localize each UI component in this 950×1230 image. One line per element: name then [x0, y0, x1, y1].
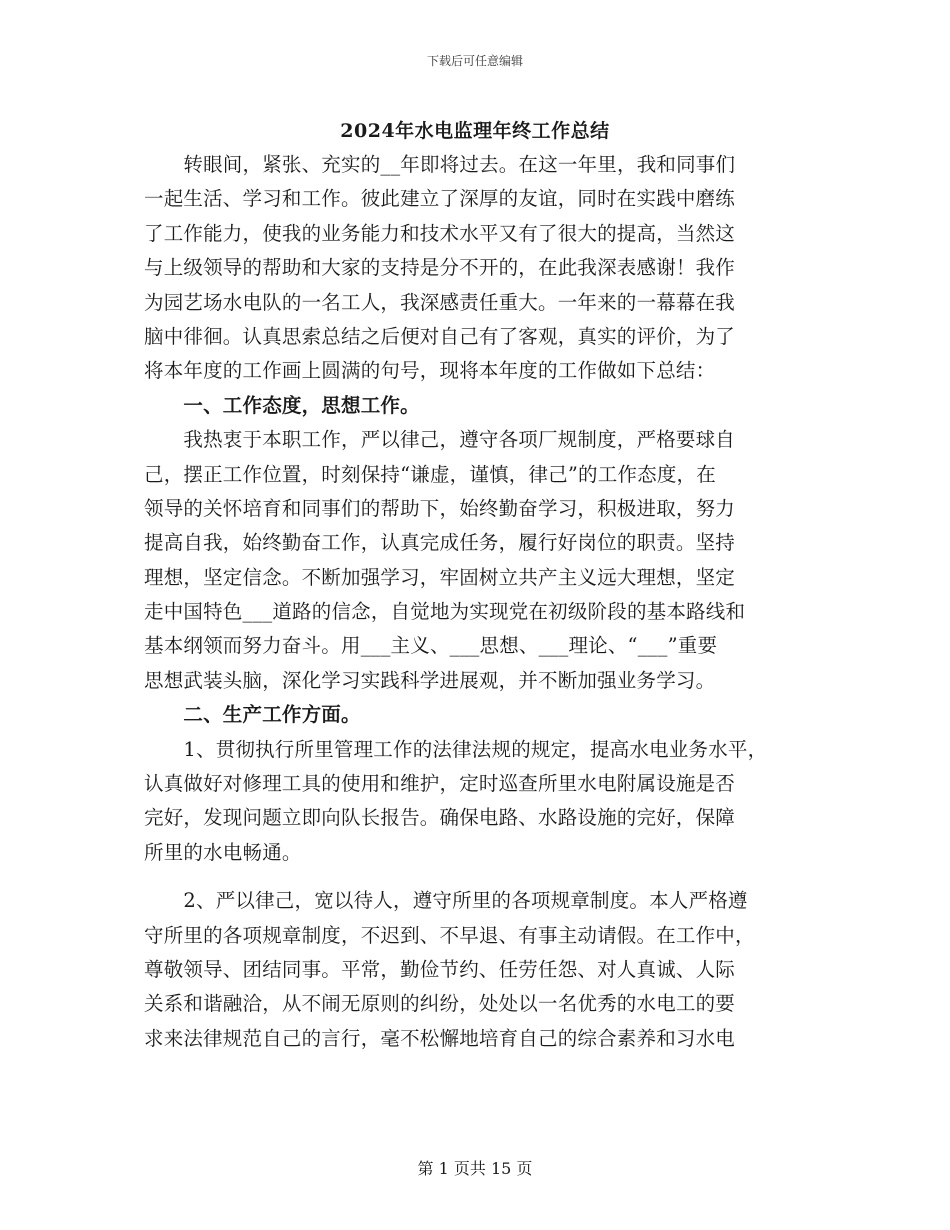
paragraph-line: 了工作能力，使我的业务能力和技术水平又有了很大的提高，当然这 — [144, 221, 736, 245]
paragraph-line: 守所里的各项规章制度，不迟到、不早退、有事主动请假。在工作中， — [144, 923, 755, 947]
paragraph-gap — [144, 870, 816, 884]
paragraph-line: 与上级领导的帮助和大家的支持是分不开的，在此我深表感谢！我作 — [144, 256, 736, 280]
paragraph-line: 关系和谐融洽，从不闹无原则的纠纷，处处以一名优秀的水电工的要 — [144, 992, 736, 1016]
paragraph-line: 思想武装头脑，深化学习实践科学进展观，并不断加强业务学习。 — [144, 668, 716, 692]
paragraph-line: 认真做好对修理工具的使用和维护，定时巡查所里水电附属设施是否 — [144, 772, 736, 796]
paragraph-line: 完好，发现问题立即向队长报告。确保电路、水路设施的完好，保障 — [144, 806, 736, 830]
section-heading: 二、生产工作方面。 — [144, 703, 361, 727]
paragraph-line: 一起生活、学习和工作。彼此建立了深厚的友谊，同时在实践中磨练 — [144, 187, 736, 211]
document-title: 2024年水电监理年终工作总结 — [340, 120, 610, 142]
paragraph-line: 我热衷于本职工作，严以律己，遵守各项厂规制度，严格要球自 — [144, 428, 736, 452]
paragraph-line: 转眼间，紧张、充实的__年即将过去。在这一年里，我和同事们 — [144, 153, 736, 176]
paragraph-line: 尊敬领导、团结同事。平常，勤俭节约、任劳任怨、对人真诚、人际 — [144, 957, 736, 981]
paragraph-line: 领导的关怀培育和同事们的帮助下，始终勤奋学习，积极进取，努力 — [144, 496, 736, 520]
paragraph-line: 己，摆正工作位置，时刻保持“谦虚，谨慎，律己”的工作态度，在 — [144, 462, 716, 486]
section-heading: 一、工作态度，思想工作。 — [144, 393, 420, 417]
paragraph-line: 2、严以律己，宽以待人，遵守所里的各项规章制度。本人严格遵 — [144, 889, 748, 913]
paragraph-line: 提高自我，始终勤奋工作，认真完成任务，履行好岗位的职责。坚持 — [144, 531, 736, 555]
paragraph-line: 将本年度的工作画上圆满的句号，现将本年度的工作做如下总结： — [144, 359, 716, 383]
paragraph-line: 所里的水电畅通。 — [144, 840, 302, 864]
page-number-label: 第 1 页共 15 页 — [417, 1159, 533, 1178]
header-note: 下载后可任意编辑 — [426, 54, 523, 68]
document-body — [144, 148, 816, 1056]
paragraph-line: 基本纲领而努力奋斗。用___主义、___思想、___理论、“___”重要 — [144, 634, 718, 658]
paragraph-line: 求来法律规范自己的言行，毫不松懈地培育自己的综合素养和习水电 — [144, 1026, 736, 1050]
page-footer — [0, 1156, 950, 1179]
paragraph-line: 1、贯彻执行所里管理工作的法律法规的规定，提高水电业务水平， — [144, 737, 768, 761]
paragraph-line: 脑中徘徊。认真思索总结之后便对自己有了客观，真实的评价，为了 — [144, 324, 736, 348]
paragraph-line: 走中国特色___道路的信念，自觉地为实现党在初级阶段的基本路线和 — [144, 600, 746, 624]
paragraph-line: 为园艺场水电队的一名工人，我深感责任重大。一年来的一幕幕在我 — [144, 290, 736, 314]
paragraph-line: 理想，坚定信念。不断加强学习，牢固树立共产主义远大理想，坚定 — [144, 565, 736, 589]
